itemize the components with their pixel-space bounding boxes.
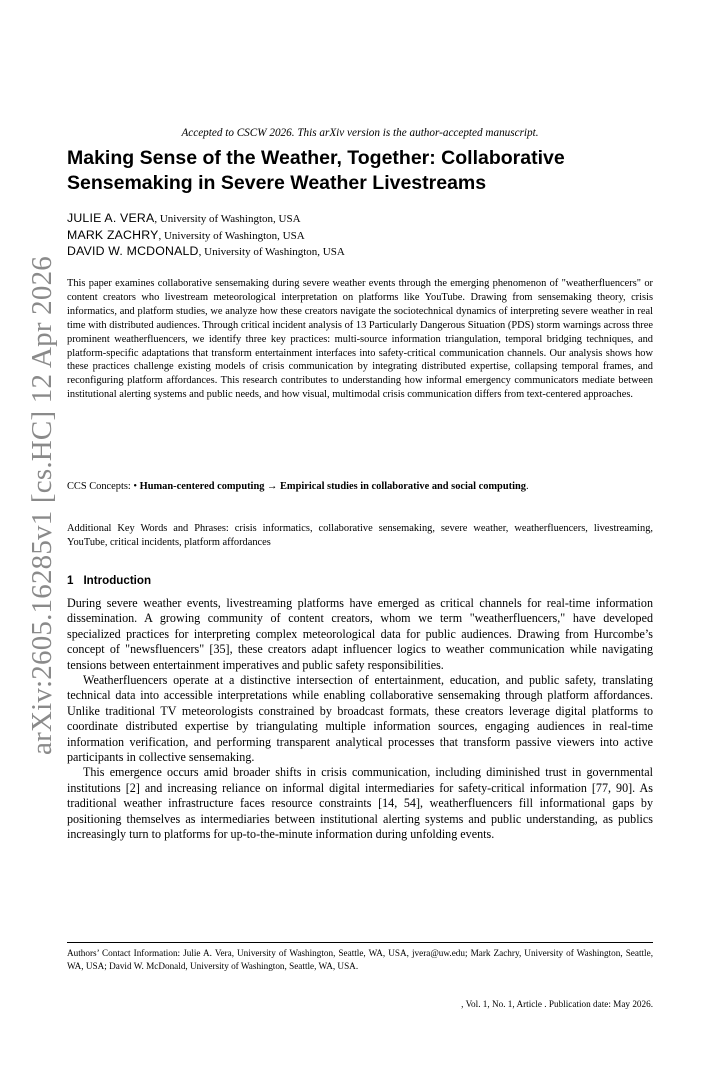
ccs-concepts	[67, 480, 653, 494]
arxiv-identifier-text: arXiv:2605.16285v1 [cs.HC] 12 Apr 2026	[25, 255, 58, 755]
section-body	[67, 596, 653, 843]
section-title: Introduction	[83, 574, 152, 587]
section-heading	[67, 574, 653, 587]
author-list	[67, 211, 653, 261]
author-entry	[67, 228, 653, 245]
body-paragraph: During severe weather events, livestreaming platforms have emerged as critical channels for real-time information dissemination. A growing community of content creators, whom we term "weatherfluencers," have developed specialized practices for interpreting complex meteorological data for public audiences. Drawing from Hurcombe’s concept of "newsfluencers" [35], these creators adapt influencer logics to weather communication while navigating tensions between entertainment imperatives and public safety responsibilities.	[67, 596, 653, 672]
abstract: This paper examines collaborative sensemaking during severe weather events through the emerging phenomenon of "weatherfluencers" or content creators who livestream meteorological interpretation on platforms like YouTube. Drawing from sensemaking theory, crisis informatics, and platform studies, we analyze how these creators navigate the sociotechnical dynamics of interpreting severe weather in real time with distributed audiences. Through critical incident analysis of 13 Particularly Dangerous Situation (PDS) storm warnings across three prominent weatherfluencers, we identify three key practices: multi-source information triangulation, temporal bridging techniques, and platform-specific adaptations that transform entertainment interfaces into safety-critical communication channels. Our analysis shows how these practices challenge existing models of crisis communication by integrating distributed expertise, collapsing temporal frames, and reconfiguring platform affordances. This research contributes to understanding how informal emergency communicators mediate between institutional alerting systems and public needs, and how visual, multimodal crisis communication differs from text-centered approaches.	[67, 278, 653, 401]
publication-footer: , Vol. 1, No. 1, Article . Publication date: May 2026.	[461, 999, 653, 1009]
author-affiliation: , University of Washington, USA	[154, 213, 301, 225]
ccs-prefix: CCS Concepts: •	[67, 481, 140, 492]
author-name: JULIE A. VERA	[67, 211, 155, 225]
body-paragraph: This emergence occurs amid broader shifts in crisis communication, including diminished trust in governmental institutions [2] and increasing reliance on informal digital intermediaries for safety-critical information [77, 90]. As traditional weather infrastructure faces resource constraints [14, 54], weatherfluencers fill informational gaps by positioning themselves as intermediaries between institutional alerting systems and public understanding, as publics increasingly turn to platforms for up-to-the-minute information during unfolding events.	[67, 765, 653, 842]
author-contact-footnote: Authors’ Contact Information: Julie A. Vera, University of Washington, Seattle, WA, USA, jvera@uw.edu; Mark Zachry, University of Washington, Seattle, WA, USA; David W. McDonald, University of Washington, Seattle, WA, USA.	[67, 948, 653, 971]
arxiv-identifier-stamp	[20, 255, 64, 755]
author-affiliation: , University of Washington, USA	[198, 246, 345, 258]
author-entry	[67, 244, 653, 261]
author-name: DAVID W. MCDONALD	[67, 244, 199, 258]
body-paragraph: Weatherfluencers operate at a distinctive intersection of entertainment, education, and public safety, translating technical data into accessible interpretations while enabling collaborative sensemaking through platform affordances. Unlike traditional TV meteorologists constrained by broadcast formats, these creators leverage digital platforms to coordinate distributed expertise by triangulating multiple information sources, engaging audiences in real-time information verification, and performing transparent analytical processes that transform passive viewers into active participants in collective sensemaking.	[67, 673, 653, 765]
ccs-suffix: .	[525, 481, 529, 492]
paper-title: Making Sense of the Weather, Together: Collaborative Sensemaking in Severe Weather Livestreams	[67, 147, 565, 194]
author-affiliation: , University of Washington, USA	[158, 229, 305, 242]
acceptance-notice: Accepted to CSCW 2026. This arXiv version is the author-accepted manuscript.	[181, 127, 539, 139]
author-name: MARK ZACHRY	[67, 227, 159, 242]
footnote-divider	[67, 942, 653, 943]
author-entry	[67, 211, 653, 228]
ccs-concept-terms: Human-centered computing → Empirical studies in collaborative and social computing	[139, 481, 526, 492]
section-number: 1	[67, 574, 74, 587]
keywords: Additional Key Words and Phrases: crisis informatics, collaborative sensemaking, severe weather, weatherfluencers, livestreaming, YouTube, critical incidents, platform affordances	[67, 523, 653, 548]
